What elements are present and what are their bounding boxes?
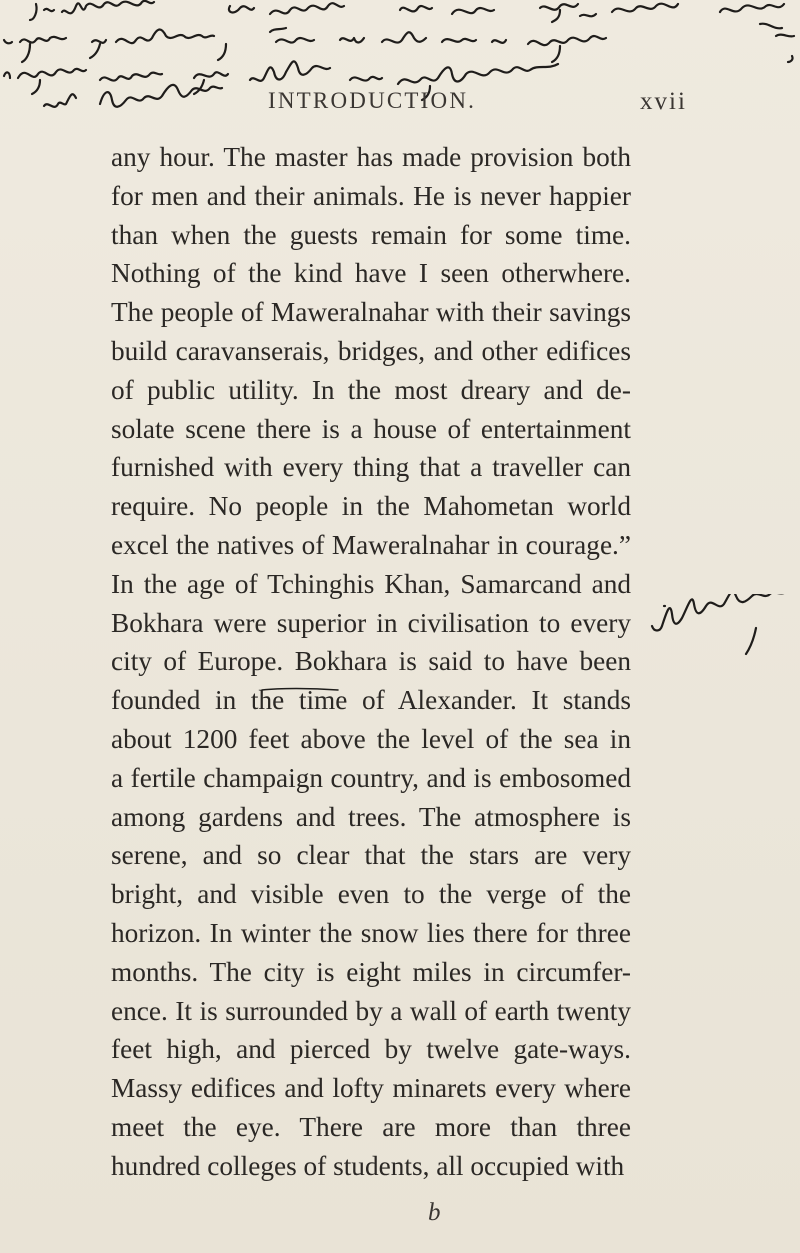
text-line: a fertile champaign country, and is embosomed — [111, 762, 631, 793]
text-line: In the age of Tchinghis Khan, Samarcand and — [111, 568, 631, 599]
handwritten-margin-note — [644, 594, 794, 664]
body-text — [111, 138, 631, 1186]
text-line: Bokhara were superior in civilisation to every — [111, 607, 631, 638]
text-line: The people of Maweralnahar with their savings — [111, 297, 631, 328]
text-line: about 1200 feet above the level of the sea in — [111, 723, 631, 754]
text-line: any hour. The master has made provision both — [111, 142, 631, 172]
signature-mark: b — [428, 1199, 441, 1226]
text-line: months. The city is eight miles in circumfer- — [111, 956, 631, 987]
text-line: founded in the time of Alexander. It stands — [111, 685, 631, 716]
text-line: horizon. In winter the snow lies there for three — [111, 917, 631, 948]
page-header — [0, 88, 800, 128]
text-line: feet high, and pierced by twelve gate-ways. — [111, 1034, 631, 1065]
text-line: of public utility. In the most dreary and de- — [111, 374, 631, 405]
text-line: Nothing of the kind have I seen otherwhere. — [111, 258, 631, 289]
text-line: build caravanserais, bridges, and other edifices — [111, 335, 631, 366]
text-line: city of Europe. Bokhara is said to have been — [111, 646, 631, 677]
text-line: solate scene there is a house of entertainment — [111, 413, 631, 444]
text-line: among gardens and trees. The atmosphere is — [111, 801, 631, 832]
handwritten-underline — [260, 687, 340, 693]
text-line: Massy edifices and lofty minarets every where — [111, 1073, 631, 1104]
text-line: for men and their animals. He is never happier — [111, 180, 631, 211]
running-head: INTRODUCTION. — [268, 88, 477, 113]
text-line: ence. It is surrounded by a wall of earth twenty — [111, 995, 631, 1026]
text-line: than when the guests remain for some time. — [111, 219, 631, 250]
text-line: require. No people in the Mahometan world — [111, 491, 631, 522]
text-line: meet the eye. There are more than three — [111, 1111, 631, 1142]
text-line: excel the natives of Maweralnahar in courage.” — [111, 529, 631, 560]
page-number: xvii — [640, 88, 687, 115]
text-line: furnished with every thing that a traveller can — [111, 452, 631, 483]
text-line: bright, and visible even to the verge of the — [111, 879, 631, 910]
text-line: serene, and so clear that the stars are very — [111, 840, 631, 871]
text-line: hundred colleges of students, all occupied with — [111, 1150, 625, 1181]
